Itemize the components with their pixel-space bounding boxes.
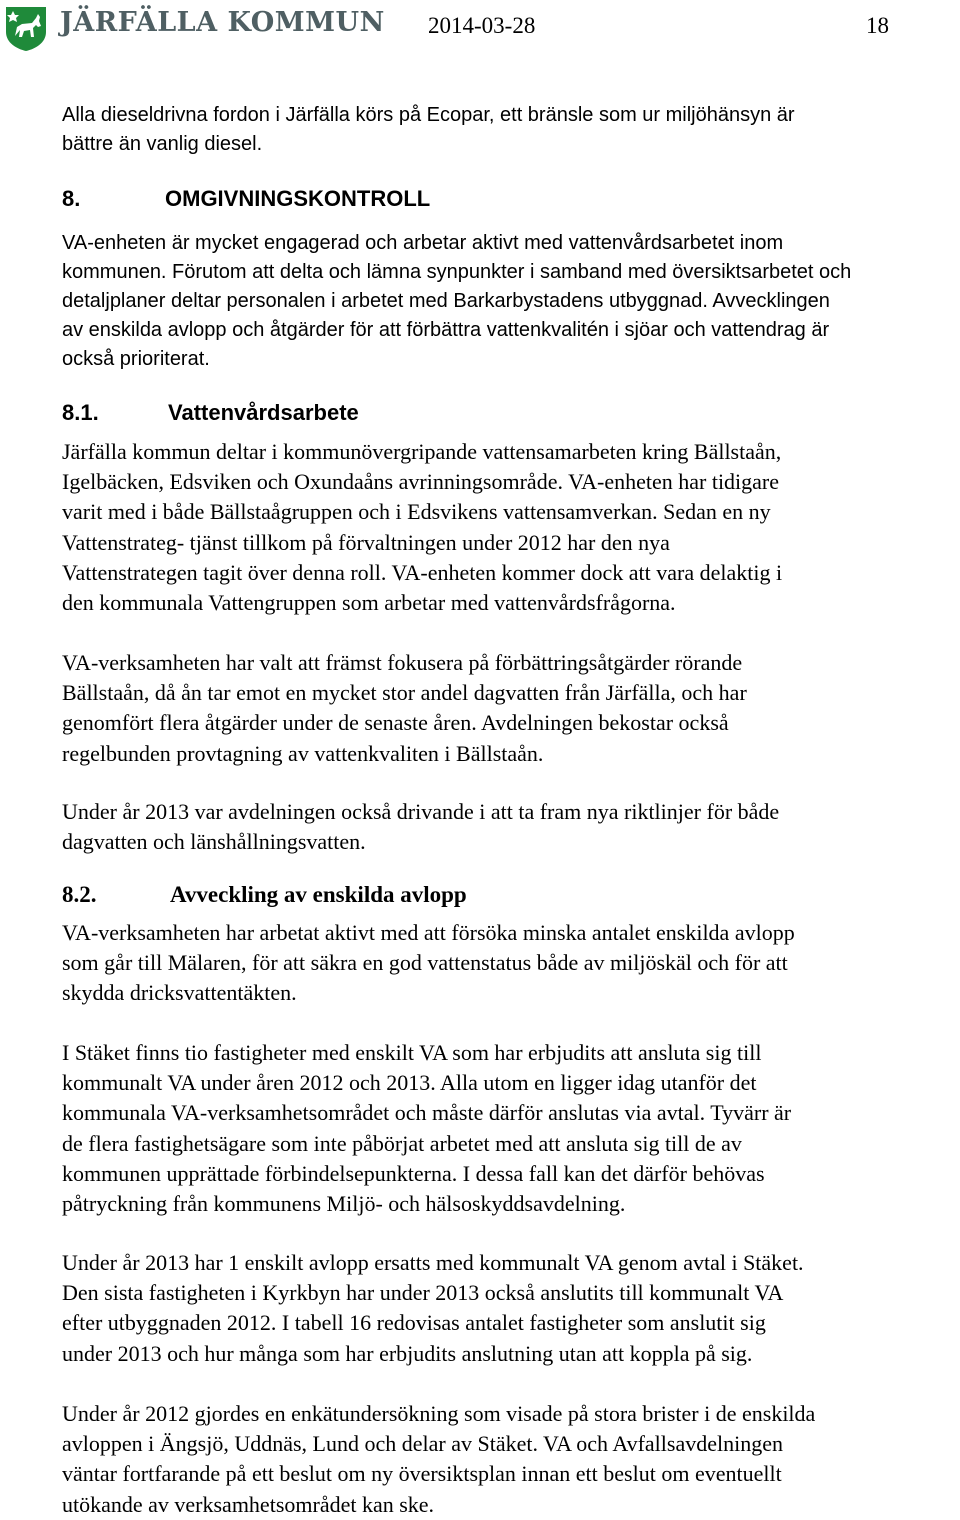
text-line: dagvatten och länshållningsvatten. [62,829,366,855]
body-paragraph [62,1399,960,1520]
brand-name: JÄRFÄLLA KOMMUN [60,7,385,38]
body-paragraph [62,648,960,769]
text-line: I Stäket finns tio fastigheter med enskilt VA som har erbjudits att ansluta sig till [62,1040,762,1065]
text-line: Alla dieseldrivna fordon i Järfälla körs på Ecopar, ett bränsle som ur miljöhänsyn är [62,104,795,126]
text-line: kommunen upprättade förbindelsepunkterna. I dessa fall kan det därför behövas [62,1160,765,1186]
document-date: 2014-03-28 [428,13,536,38]
text-line: de flera fastighetsägare som inte påbörjat arbetet med att ansluta sig till de av [62,1130,742,1156]
body-paragraph [62,797,960,857]
subsection-number: 8.2. [62,882,97,907]
text-line: detaljplaner deltar personalen i arbetet med Barkarbystadens utbyggnad. Avvecklingen [62,290,830,312]
body-paragraph [62,918,960,1009]
text-line: den kommunala Vattengruppen som arbetar med vattenvårdsfrågorna. [62,590,676,616]
text-line: VA-verksamheten har arbetat aktivt med att försöka minska antalet enskilda avlopp [62,920,795,945]
subsection-heading: Vattenvårdsarbete [168,400,359,425]
subsection-heading: Avveckling av enskilda avlopp [170,882,467,907]
text-line: efter utbyggnaden 2012. I tabell 16 redovisas antalet fastigheter som anslutit sig [62,1310,766,1336]
text-line: Järfälla kommun deltar i kommunövergripande vattensamarbeten kring Bällstaån, [62,439,782,464]
text-line: VA-enheten är mycket engagerad och arbetar aktivt med vattenvårdsarbetet inom [62,232,784,254]
section-paragraph [62,229,952,374]
text-line: väntar fortfarande på ett beslut om ny översiktsplan innan ett beslut om eventuellt [62,1461,782,1487]
section-heading: OMGIVNINGSKONTROLL [165,186,431,211]
text-line: Igelbäcken, Edsviken och Oxundaåns avrinningsområde. VA-enheten har tidigare [62,469,780,495]
text-line: Vattenstrateg- tjänst tillkom på förvaltningen under 2012 har den nya [62,529,670,555]
text-line: Bällstaån, då ån tar emot en mycket stor andel dagvatten från Järfälla, och har [62,680,747,706]
text-line: av enskilda avlopp och åtgärder för att förbättra vattenkvalitén i sjöar och vattendrag är [62,319,830,341]
text-line: kommunen. Förutom att delta och lämna synpunkter i samband med översiktsarbetet och [62,261,852,283]
body-paragraph [62,437,960,618]
text-line: varit med i både Bällstaågruppen och i Edsvikens vattensamverkan. Sedan en ny [62,499,771,525]
subsection-number: 8.1. [62,400,99,425]
page-number: 18 [866,13,889,38]
text-line: också prioriterat. [62,348,210,370]
text-line: som går till Mälaren, för att säkra en god vattenstatus både av miljöskäl och för att [62,950,788,976]
intro-paragraph [62,101,952,159]
text-line: skydda dricksvattentäkten. [62,980,297,1006]
text-line: avloppen i Ängsjö, Uddnäs, Lund och delar av Stäket. VA och Avfallsavdelningen [62,1431,783,1457]
text-line: kommunalt VA under åren 2012 och 2013. Alla utom en ligger idag utanför det [62,1070,757,1096]
text-line: utökande av verksamhetsområdet kan ske. [62,1491,435,1517]
text-line: kommunala VA-verksamhetsområdet och måste därför anslutas via avtal. Tyvärr är [62,1100,792,1126]
text-line: regelbunden provtagning av vattenkvaliten i Bällstaån. [62,740,544,766]
text-line: genomfört flera åtgärder under de senaste åren. Avdelningen bekostar också [62,710,729,736]
text-line: Den sista fastigheten i Kyrkbyn har under 2013 också anslutits till kommunalt VA [62,1280,784,1306]
text-line: påtryckning från kommunens Miljö- och hälsoskyddsavdelning. [62,1191,626,1217]
body-paragraph [62,1038,960,1219]
text-line: VA-verksamheten har valt att främst fokusera på förbättringsåtgärder rörande [62,650,743,675]
text-line: Under år 2013 var avdelningen också drivande i att ta fram nya riktlinjer för både [62,799,780,824]
text-line: bättre än vanlig diesel. [62,133,263,155]
text-line: under 2013 och hur många som har erbjudits anslutning utan att koppla på sig. [62,1340,753,1366]
body-paragraph [62,1248,960,1369]
text-line: Vattenstrategen tagit över denna roll. VA-enheten kommer dock att vara delaktig i [62,559,783,585]
text-line: Under år 2012 gjordes en enkätundersökning som visade på stora brister i de enskilda [62,1401,816,1426]
municipal-coat-of-arms-icon [5,6,47,52]
text-line: Under år 2013 har 1 enskilt avlopp ersatts med kommunalt VA genom avtal i Stäket. [62,1250,804,1275]
section-number: 8. [62,186,81,211]
